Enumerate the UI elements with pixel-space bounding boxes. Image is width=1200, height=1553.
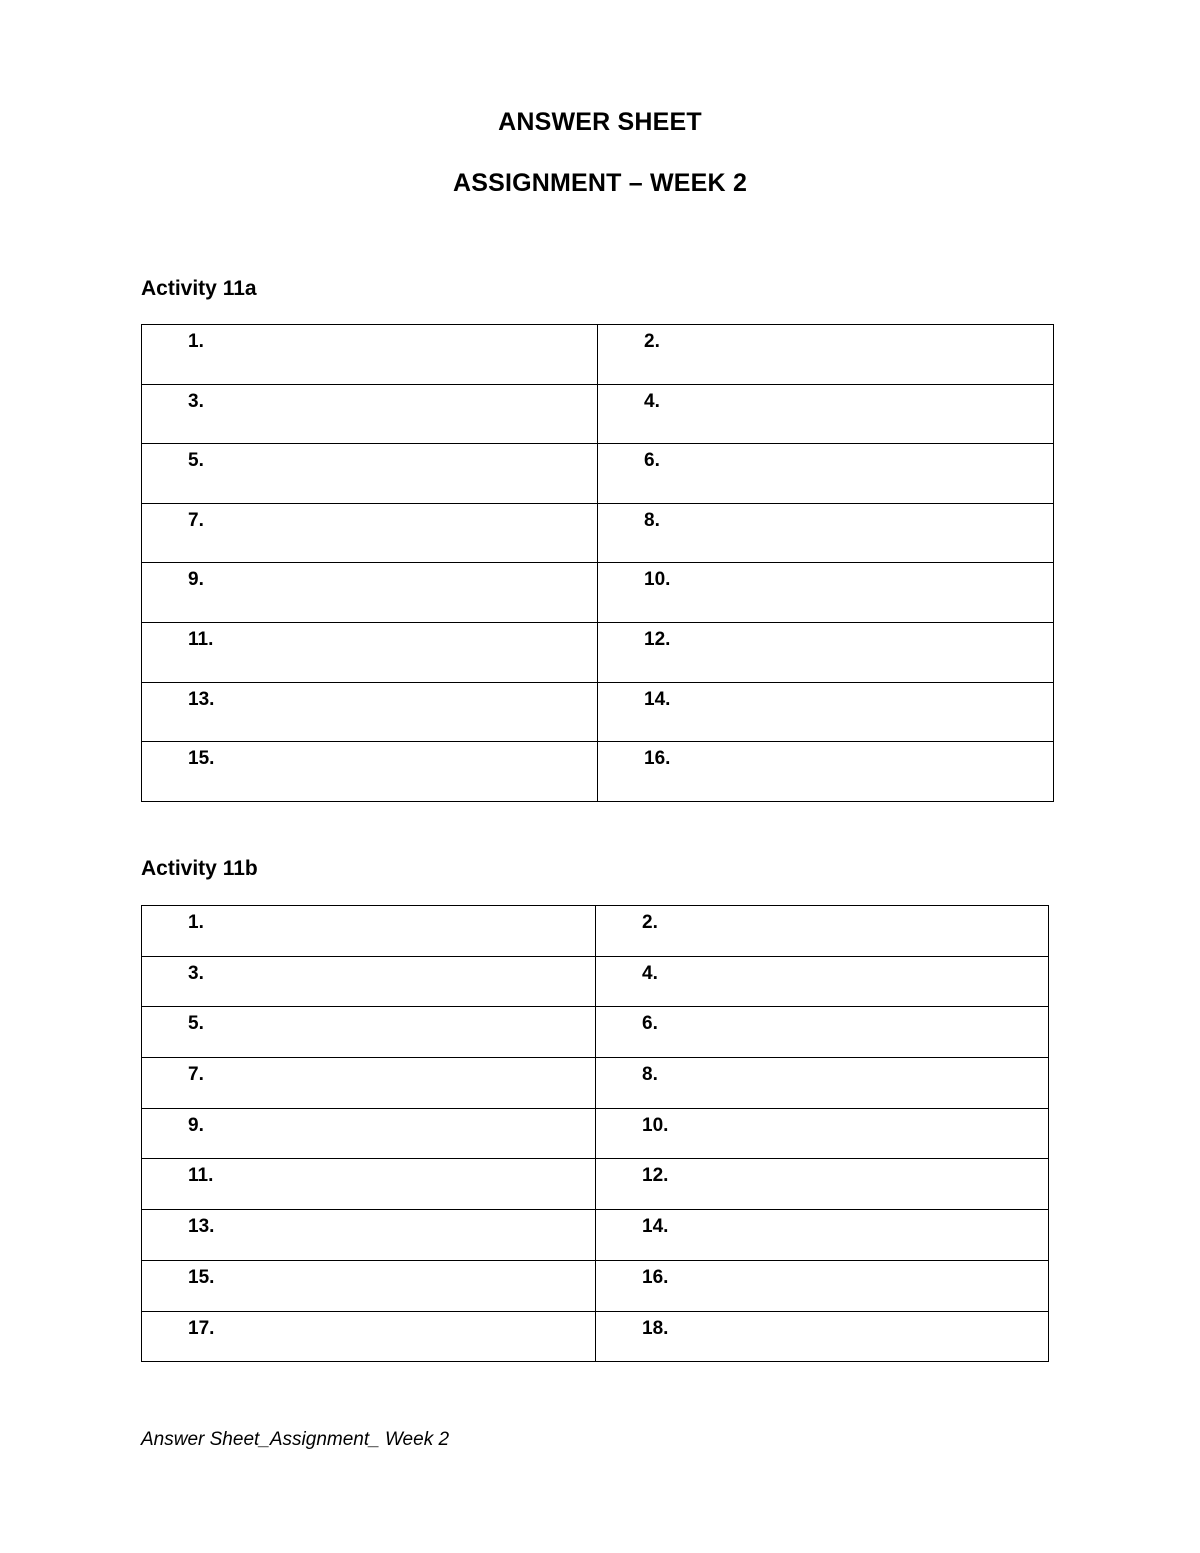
answer-cell[interactable] — [596, 1108, 1049, 1159]
table-row — [142, 742, 1054, 802]
table-row — [142, 325, 1054, 385]
answer-cell[interactable] — [596, 956, 1049, 1007]
answer-number-label: 10. — [644, 569, 671, 591]
table-row — [142, 1159, 1049, 1210]
answer-number-label: 10. — [642, 1114, 669, 1136]
answer-cell[interactable] — [598, 384, 1054, 444]
page-title: ANSWER SHEET — [498, 108, 702, 136]
answer-number-label: 7. — [188, 509, 204, 531]
table-row — [142, 1108, 1049, 1159]
table-row — [142, 622, 1054, 682]
answer-cell[interactable] — [142, 1007, 596, 1058]
answer-number-label: 3. — [188, 962, 204, 984]
answer-number-label: 13. — [188, 1216, 215, 1238]
answer-cell[interactable] — [598, 444, 1054, 504]
answer-number-label: 2. — [642, 912, 658, 933]
answer-number-label: 14. — [642, 1216, 669, 1238]
answer-number-label: 6. — [644, 450, 660, 472]
answer-number-label: 14. — [644, 688, 671, 710]
answer-number-label: 15. — [188, 1266, 215, 1288]
answer-cell[interactable] — [142, 1260, 596, 1311]
answer-number-label: 17. — [188, 1317, 215, 1339]
page-subtitle: ASSIGNMENT – WEEK 2 — [452, 169, 748, 197]
answer-cell[interactable] — [598, 682, 1054, 742]
answer-cell[interactable] — [598, 742, 1054, 802]
answer-cell[interactable] — [596, 1007, 1049, 1058]
activity-11a-heading: Activity 11a — [141, 277, 257, 300]
activity-11b-heading: Activity 11b — [141, 857, 258, 880]
table-row — [142, 906, 1049, 957]
answer-cell[interactable] — [142, 503, 598, 563]
answer-number-label: 15. — [188, 748, 215, 770]
answer-number-label: 6. — [642, 1013, 658, 1035]
answer-cell[interactable] — [142, 325, 598, 385]
answer-number-label: 4. — [644, 390, 660, 412]
answer-number-label: 16. — [642, 1266, 669, 1288]
table-row — [142, 1311, 1049, 1362]
table-row — [142, 1260, 1049, 1311]
answer-cell[interactable] — [596, 906, 1049, 957]
answer-number-label: 5. — [188, 1013, 204, 1035]
answer-cell[interactable] — [142, 956, 596, 1007]
table-row — [142, 956, 1049, 1007]
table-row — [142, 503, 1054, 563]
table-row — [142, 682, 1054, 742]
activity-11a-answer-table — [141, 324, 1054, 802]
answer-cell[interactable] — [142, 682, 598, 742]
page-footer: Answer Sheet_Assignment_ Week 2 — [141, 1429, 450, 1450]
answer-cell[interactable] — [142, 622, 598, 682]
answer-cell[interactable] — [142, 1210, 596, 1261]
answer-cell[interactable] — [598, 622, 1054, 682]
answer-cell[interactable] — [596, 1159, 1049, 1210]
answer-cell[interactable] — [142, 444, 598, 504]
answer-cell[interactable] — [596, 1210, 1049, 1261]
answer-number-label: 9. — [188, 1114, 204, 1136]
answer-number-label: 8. — [644, 509, 660, 531]
answer-number-label: 12. — [642, 1165, 669, 1187]
answer-cell[interactable] — [598, 563, 1054, 623]
table-row — [142, 1210, 1049, 1261]
table-row — [142, 1007, 1049, 1058]
answer-cell[interactable] — [142, 384, 598, 444]
answer-cell[interactable] — [596, 1260, 1049, 1311]
answer-number-label: 13. — [188, 688, 215, 710]
table-row — [142, 1058, 1049, 1109]
answer-cell[interactable] — [142, 1311, 596, 1362]
table-row — [142, 384, 1054, 444]
answer-number-label: 3. — [188, 390, 204, 412]
answer-number-label: 18. — [642, 1317, 669, 1339]
answer-cell[interactable] — [142, 1058, 596, 1109]
answer-cell[interactable] — [596, 1311, 1049, 1362]
answer-number-label: 9. — [188, 569, 204, 591]
answer-cell[interactable] — [142, 1108, 596, 1159]
answer-cell[interactable] — [598, 325, 1054, 385]
answer-number-label: 5. — [188, 450, 204, 472]
answer-cell[interactable] — [598, 503, 1054, 563]
answer-cell[interactable] — [142, 1159, 596, 1210]
table-row — [142, 563, 1054, 623]
answer-number-label: 12. — [644, 628, 671, 650]
answer-number-label: 16. — [644, 748, 671, 770]
answer-number-label: 11. — [188, 628, 214, 650]
answer-cell[interactable] — [142, 563, 598, 623]
answer-cell[interactable] — [596, 1058, 1049, 1109]
answer-number-label: 8. — [642, 1064, 658, 1086]
answer-number-label: 1. — [188, 331, 204, 352]
table-row — [142, 444, 1054, 504]
answer-number-label: 1. — [188, 912, 204, 933]
answer-cell[interactable] — [142, 906, 596, 957]
answer-number-label: 4. — [642, 962, 658, 984]
answer-number-label: 11. — [188, 1165, 214, 1187]
answer-number-label: 2. — [644, 331, 660, 352]
answer-number-label: 7. — [188, 1064, 204, 1086]
answer-cell[interactable] — [142, 742, 598, 802]
activity-11b-answer-table — [141, 905, 1049, 1362]
